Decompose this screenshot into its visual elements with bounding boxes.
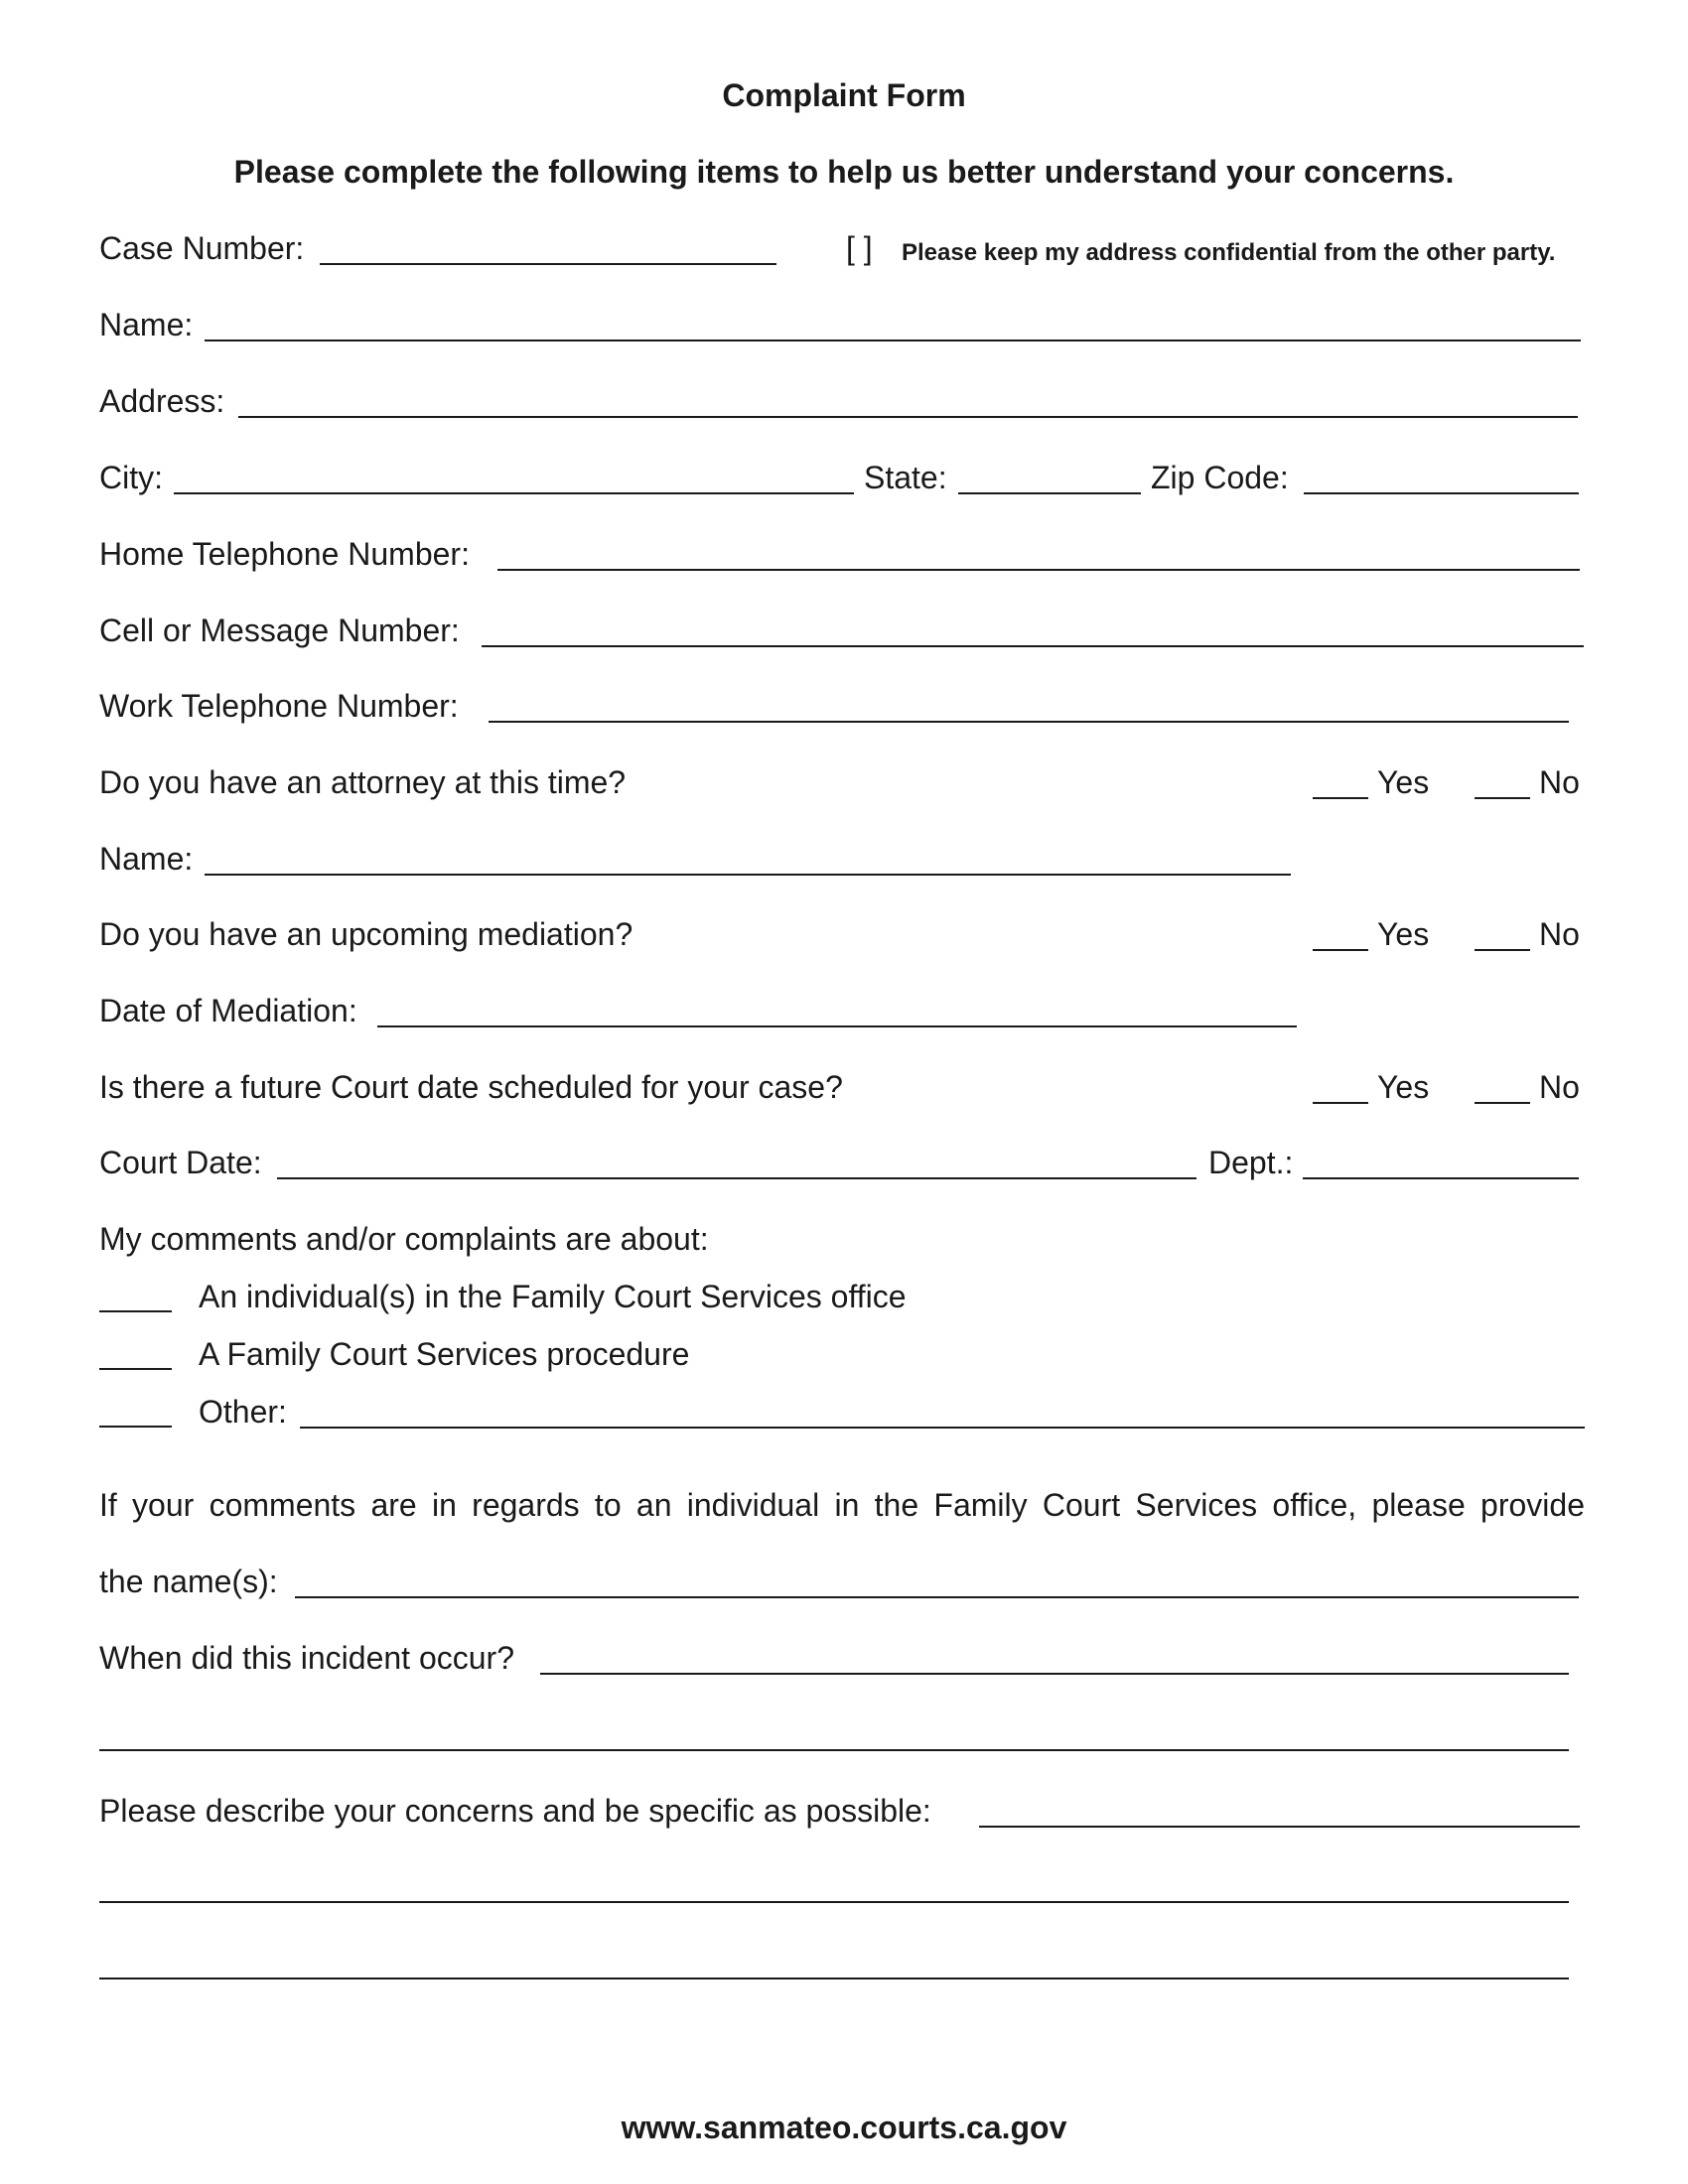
attorney-name-label: Name: (99, 841, 194, 877)
names-field[interactable] (295, 1596, 1579, 1598)
work-phone-field[interactable] (489, 721, 1569, 723)
confidential-label: Please keep my address confidential from the other party. (902, 239, 1556, 266)
work-phone-label: Work Telephone Number: (99, 688, 459, 724)
attorney-no-blank[interactable] (1475, 797, 1530, 799)
state-label: State: (864, 460, 947, 495)
describe-field[interactable] (979, 1826, 1580, 1828)
home-phone-label: Home Telephone Number: (99, 536, 470, 572)
address-field[interactable] (238, 416, 1578, 418)
about-option-blank[interactable] (99, 1310, 172, 1312)
about-option-other: Other: (199, 1394, 287, 1430)
mediation-no-blank[interactable] (1475, 949, 1530, 951)
other-field[interactable] (300, 1427, 1585, 1429)
incident-field-continued[interactable] (99, 1749, 1569, 1751)
mediation-no-label: No (1539, 916, 1580, 952)
dept-field[interactable] (1303, 1177, 1579, 1179)
state-field[interactable] (958, 492, 1141, 494)
cell-phone-label: Cell or Message Number: (99, 613, 460, 648)
mediation-yes-label: Yes (1377, 916, 1430, 952)
incident-field[interactable] (540, 1673, 1569, 1675)
mediation-date-field[interactable] (377, 1025, 1297, 1027)
attorney-yes-blank[interactable] (1313, 797, 1368, 799)
dept-label: Dept.: (1208, 1145, 1294, 1180)
city-field[interactable] (174, 492, 854, 494)
address-label: Address: (99, 383, 225, 419)
describe-field-line-3[interactable] (99, 1978, 1569, 1979)
attorney-yes-label: Yes (1377, 764, 1430, 800)
individual-instructions: If your comments are in regards to an individual in the Family Court Services office, please provide (99, 1487, 1585, 1523)
cell-phone-field[interactable] (482, 645, 1584, 647)
describe-label: Please describe your concerns and be specific as possible: (99, 1793, 931, 1829)
court-yes-label: Yes (1377, 1069, 1430, 1105)
court-question: Is there a future Court date scheduled for your case? (99, 1069, 843, 1105)
court-no-label: No (1539, 1069, 1580, 1105)
mediation-yes-blank[interactable] (1313, 949, 1368, 951)
attorney-no-label: No (1539, 764, 1580, 800)
court-date-label: Court Date: (99, 1145, 262, 1180)
mediation-date-label: Date of Mediation: (99, 993, 357, 1028)
attorney-question: Do you have an attorney at this time? (99, 764, 627, 800)
zip-code-label: Zip Code: (1151, 460, 1289, 495)
case-number-field[interactable] (320, 263, 776, 265)
court-no-blank[interactable] (1475, 1102, 1530, 1104)
zip-code-field[interactable] (1304, 492, 1579, 494)
home-phone-field[interactable] (497, 569, 1580, 571)
page-title: Complaint Form (722, 77, 966, 113)
mediation-question: Do you have an upcoming mediation? (99, 916, 633, 952)
name-label: Name: (99, 307, 194, 342)
case-number-label: Case Number: (99, 230, 305, 266)
about-option-blank[interactable] (99, 1368, 172, 1370)
names-label: the name(s): (99, 1564, 278, 1599)
incident-label: When did this incident occur? (99, 1640, 514, 1676)
about-label: My comments and/or complaints are about: (99, 1221, 709, 1257)
attorney-name-field[interactable] (205, 874, 1291, 876)
about-option-procedure: A Family Court Services procedure (199, 1336, 690, 1372)
about-option-individual: An individual(s) in the Family Court Services office (199, 1279, 907, 1314)
name-field[interactable] (205, 340, 1581, 341)
court-date-field[interactable] (277, 1177, 1196, 1179)
court-yes-blank[interactable] (1313, 1102, 1368, 1104)
footer-url[interactable]: www.sanmateo.courts.ca.gov (621, 2110, 1067, 2145)
confidential-checkbox[interactable]: [ ] (846, 230, 873, 266)
city-label: City: (99, 460, 163, 495)
about-option-blank[interactable] (99, 1426, 172, 1428)
form-instructions: Please complete the following items to help us better understand your concerns. (233, 154, 1455, 190)
describe-field-line-2[interactable] (99, 1901, 1569, 1903)
